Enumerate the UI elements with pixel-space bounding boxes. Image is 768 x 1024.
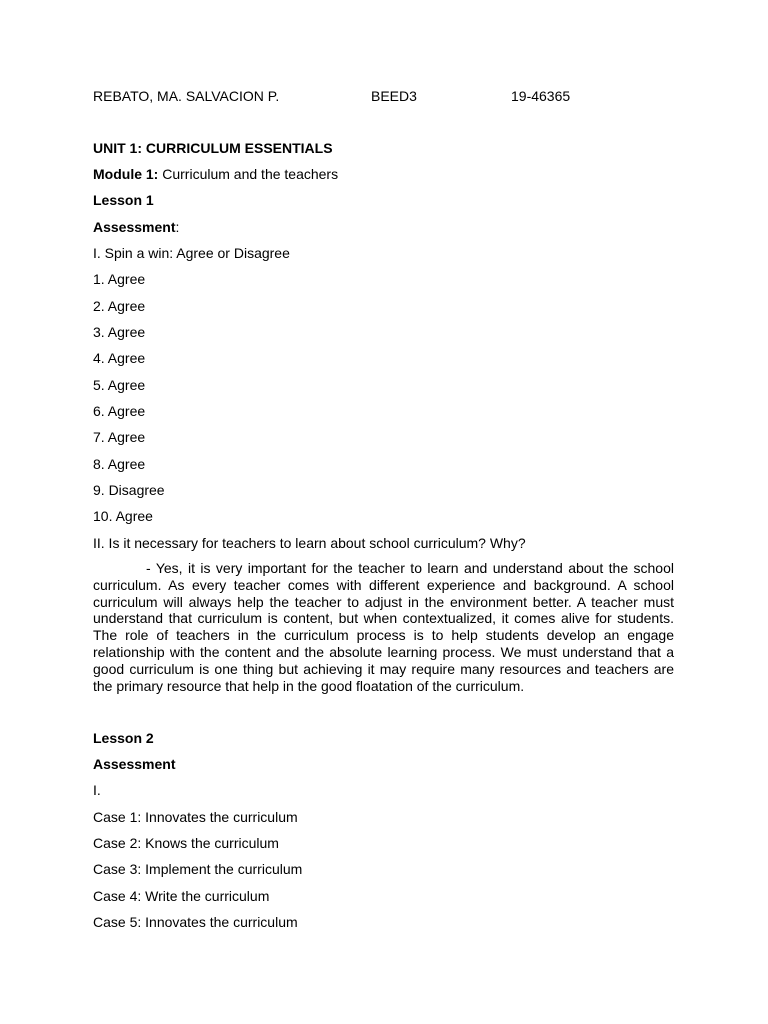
answer-item: 3. Agree — [93, 324, 146, 340]
lesson-1-part-1-title: I. Spin a win: Agree or Disagree — [93, 245, 290, 261]
answer-item: 2. Agree — [93, 298, 146, 314]
case-item: Case 4: Write the curriculum — [93, 888, 270, 904]
lesson-1-part-2-answer: - Yes, it is very important for the teacher to learn and understand about the school curriculum. As every teacher comes with different experience and background. A school curriculum will always help the teacher to adjust in the environment better. A teacher must understand that curriculum is content, but when contextualized, it comes alive for students. The role of teachers in the curriculum process is to help students develop an engage relationship with the content and the absolute learning process. We must understand that a good curriculum is one thing but achieving it may require many resources and teachers are the primary resource that help in the good floatation of the curriculum. — [93, 560, 674, 694]
lesson-1-part-2-question: II. Is it necessary for teachers to learn about school curriculum? Why? — [93, 535, 526, 551]
answer-item: 8. Agree — [93, 456, 146, 472]
answer-item: 1. Agree — [93, 271, 146, 287]
lesson-1-assessment-colon: : — [175, 219, 180, 235]
lesson-1-title: Lesson 1 — [93, 192, 154, 208]
unit-title: UNIT 1: CURRICULUM ESSENTIALS — [93, 140, 333, 156]
lesson-1-assessment-heading — [93, 218, 179, 236]
lesson-2-title: Lesson 2 — [93, 730, 154, 746]
student-name: REBATO, MA. SALVACION P. — [93, 88, 280, 104]
module-title: Curriculum and the teachers — [162, 166, 339, 182]
answer-item: 6. Agree — [93, 403, 146, 419]
answer-item: 5. Agree — [93, 377, 146, 393]
answer-item: 9. Disagree — [93, 482, 165, 498]
lesson-1-assessment-label: Assessment — [93, 219, 176, 235]
case-item: Case 1: Innovates the curriculum — [93, 809, 298, 825]
answer-item: 7. Agree — [93, 429, 146, 445]
lesson-2-assessment-label: Assessment — [93, 756, 176, 772]
answer-item: 10. Agree — [93, 508, 153, 524]
case-item: Case 2: Knows the curriculum — [93, 835, 279, 851]
student-course: BEED3 — [371, 88, 417, 104]
case-item: Case 5: Innovates the curriculum — [93, 914, 298, 930]
answer-item: 4. Agree — [93, 350, 146, 366]
student-id-number: 19-46365 — [511, 88, 571, 104]
module-label: Module 1: — [93, 166, 159, 182]
lesson-2-part-1-label: I. — [93, 782, 101, 798]
case-item: Case 3: Implement the curriculum — [93, 861, 303, 877]
module-heading — [93, 165, 338, 183]
